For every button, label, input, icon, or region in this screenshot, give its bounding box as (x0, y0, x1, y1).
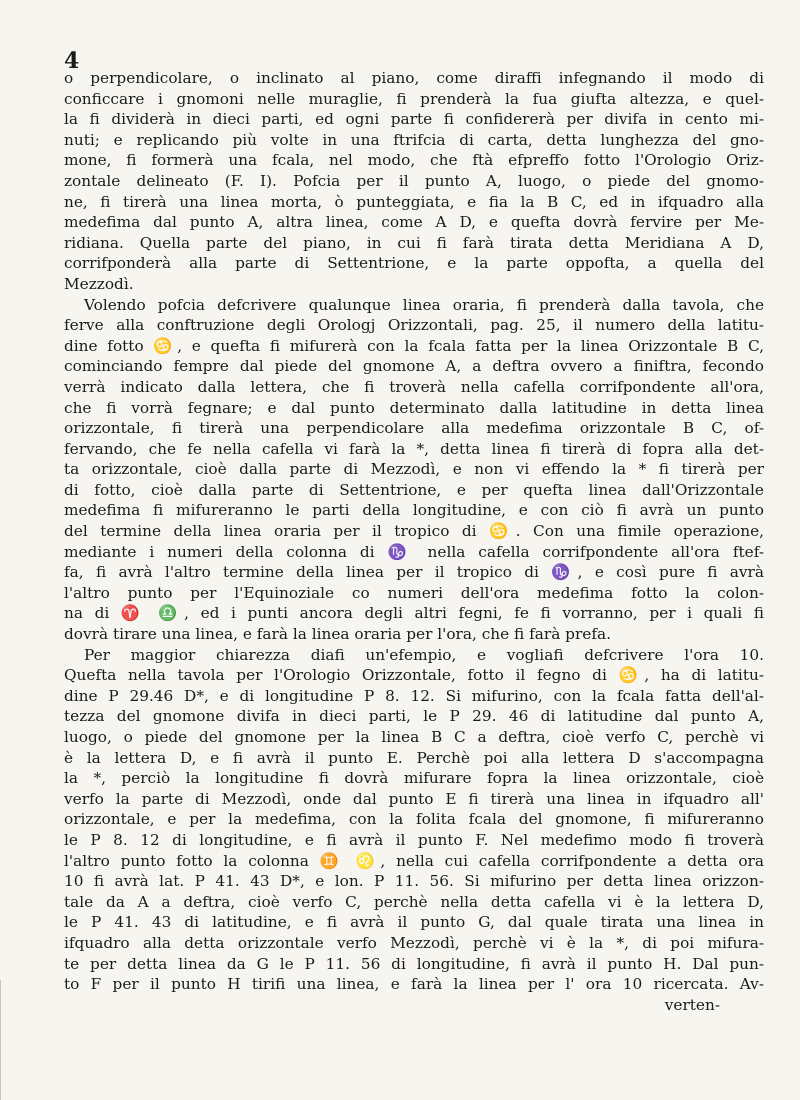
text-line: conficcare i gnomoni nelle muraglie, fi prenderà la fua giufta altezza, e quel- (64, 89, 764, 108)
text-line: medefima dal punto A, altra linea, come A D, e quefta dovrà fervire per Me- (64, 213, 764, 232)
catchword: verten- (664, 995, 720, 1014)
text-line: è la lettera D, e fi avrà il punto E. Perchè poi alla lettera D s'accompagna (64, 748, 764, 767)
text-line: tale da A a deftra, cioè verfo C, perchè nella detta cafella vi è la lettera D, (64, 892, 764, 911)
text-line: cominciando fempre dal piede del gnomone A, a deftra ovvero a finiftra, fecondo (64, 357, 764, 376)
text-line: la fi dividerà in dieci parti, ed ogni parte fi confidererà per divifa in cento mi- (64, 110, 764, 129)
text-line: che fi vorrà fegnare; e dal punto determinato dalla latitudine in detta linea (64, 398, 764, 417)
page-number: 4 (64, 48, 80, 74)
page-edge-mark (0, 980, 11, 1100)
text-line: zontale delineato (F. I). Pofcia per il punto A, luogo, o piede del gnomo- (64, 171, 764, 190)
text-line: la *, perciò la longitudine fi dovrà mifurare fopra la linea orizzontale, cioè (64, 769, 764, 788)
text-line: ne, fi tirerà una linea morta, ò punteggiata, e fia la B C, ed in ifquadro alla (64, 192, 764, 211)
text-line: orizzontale, fi tirerà una perpendicolare alla medefima orizzontale B C, of- (64, 419, 764, 438)
text-line: orizzontale, e per la medefima, con la folita fcala del gnomone, fi mifureranno (64, 810, 764, 829)
text-line: ifquadro alla detta orizzontale verfo Mezzodì, perchè vi è la *, di poi mifura- (64, 933, 764, 952)
text-line: verrà indicato dalla lettera, che fi troverà nella cafella corrifpondente all'ora, (64, 377, 764, 396)
text-line: l'altro punto per l'Equinoziale co numeri dell'ora medefima fotto la colon- (64, 583, 764, 602)
text-line: corrifponderà alla parte di Settentrione, e la parte oppofta, a quella del (64, 254, 764, 273)
text-line: na di ♈ ♎, ed i punti ancora degli altri fegni, fe fi vorranno, per i quali fi (64, 604, 764, 623)
text-line: mediante i numeri della colonna di ♑ nella cafella corrifpondente all'ora ftef- (64, 542, 764, 561)
text-line: o perpendicolare, o inclinato al piano, come diraffi infegnando il modo di (64, 69, 764, 87)
text-line: ridiana. Quella parte del piano, in cui fi farà tirata detta Meridiana A D, (64, 233, 764, 252)
text-line: le P 8. 12 di longitudine, e fi avrà il punto F. Nel medefimo modo fi troverà (64, 830, 764, 849)
body-text (64, 68, 764, 1015)
text-line: 10 fi avrà lat. P 41. 43 D*, e lon. P 11. 56. Si mifurino per detta linea orizzon- (64, 872, 764, 891)
text-line: tezza del gnomone divifa in dieci parti, le P 29. 46 di latitudine dal punto A, (64, 707, 764, 726)
text-line: fa, fi avrà l'altro termine della linea per il tropico di ♑, e così pure fi avrà (64, 563, 764, 582)
text-line: l'altro punto fotto la colonna ♊ ♌, nella cui cafella corrifpondente a detta ora (64, 851, 764, 870)
paragraph-first-line: Volendo pofcia defcrivere qualunque linea oraria, fi prenderà dalla tavola, che (84, 295, 764, 314)
paragraph-first-line: Per maggior chiarezza diafi un'efempio, e vogliafi defcrivere l'ora 10. (84, 645, 764, 664)
text-line: del termine della linea oraria per il tropico di ♋. Con una fimile operazione, (64, 522, 764, 541)
text-line: to F per il punto H tirifi una linea, e farà la linea per l' ora 10 ricercata. Av- (64, 975, 764, 994)
text-line: nuti; e replicando più volte in una ftrifcia di carta, detta lunghezza del gno- (64, 130, 764, 149)
text-line: medefima fi mifureranno le parti della longitudine, e con ciò fi avrà un punto (64, 501, 764, 520)
text-line: fervando, che fe nella cafella vi farà la *, detta linea fi tirerà di fopra alla det- (64, 439, 764, 458)
text-line: dine fotto ♋, e quefta fi mifurerà con la fcala fatta per la linea Orizzontale B C, (64, 336, 764, 355)
text-line: ta orizzontale, cioè dalla parte di Mezzodì, e non vi effendo la * fi tirerà per (64, 460, 764, 479)
text-line: Mezzodì. (64, 274, 134, 293)
text-line: te per detta linea da G le P 11. 56 di longitudine, fi avrà il punto H. Dal pun- (64, 954, 764, 973)
text-line: luogo, o piede del gnomone per la linea B C a deftra, cioè verfo C, perchè vi (64, 728, 764, 746)
text-line: Quefta nella tavola per l'Orologio Orizzontale, fotto il fegno di ♋, ha di latitu- (64, 666, 764, 685)
text-line: ferve alla conftruzione degli Orologj Orizzontali, pag. 25, il numero della latitu- (64, 316, 764, 335)
text-line: di fotto, cioè dalla parte di Settentrione, e per quefta linea dall'Orizzontale (64, 480, 764, 499)
text-line: verfo la parte di Mezzodì, onde dal punto E fi tirerà una linea in ifquadro all' (64, 789, 764, 808)
text-line: dovrà tirare una linea, e farà la linea oraria per l'ora, che fi farà prefa. (64, 625, 611, 644)
text-line: dine P 29.46 D*, e di longitudine P 8. 12. Si mifurino, con la fcala fatta dell'al- (64, 686, 764, 705)
text-line: mone, fi formerà una fcala, nel modo, che ftà efpreffo fotto l'Orologio Oriz- (64, 151, 764, 170)
text-line: le P 41. 43 di latitudine, e fi avrà il punto G, dal quale tirata una linea in (64, 913, 764, 932)
